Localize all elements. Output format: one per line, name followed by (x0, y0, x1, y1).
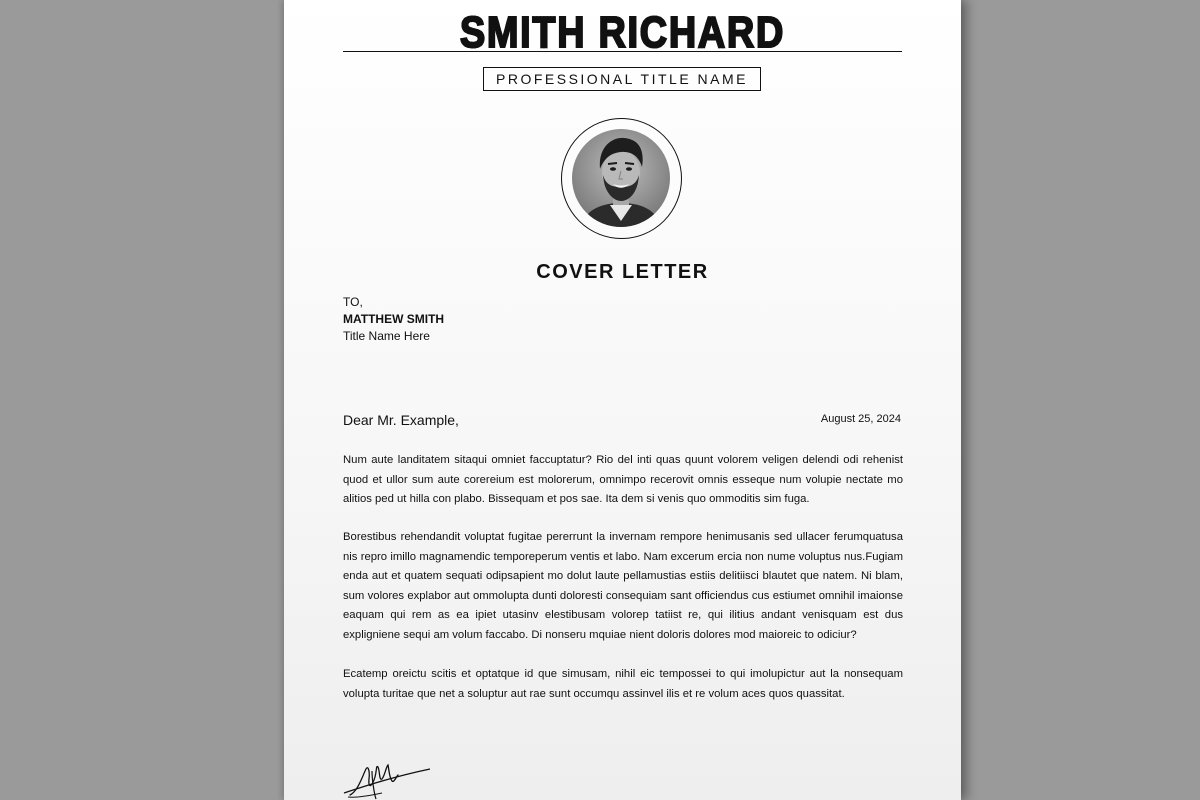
to-label: TO, (343, 295, 363, 309)
recipient-block (343, 294, 444, 345)
recipient-name: MATTHEW SMITH (343, 312, 445, 326)
letter-heading: COVER LETTER (536, 261, 709, 283)
signature (342, 757, 434, 800)
body-paragraph-1: Num aute landitatem sitaqui omniet faccuptatur? Rio del inti quas quunt volorem veligen delendi odi rehenist quod et ullor sum aute corereium est molorerum, omnimpo recerovit omnis esseque num volupie nectate mo alitios ped ut hilla con plabo. Bissequam et pos sae. Ita dem si venis quo ommoditis sim fuga. (343, 454, 903, 505)
professional-title: PROFESSIONAL TITLE NAME (483, 67, 761, 91)
header-divider (343, 51, 902, 52)
applicant-name-text: SMITH RICHARD (459, 8, 786, 57)
avatar-frame (561, 118, 682, 239)
cover-letter-page (284, 0, 961, 800)
body-paragraph-3: Ecatemp oreictu scitis et optatque id que simusam, nihil eic tempossei to qui imolupictur aut la nonsequam volupta turitae que net a soluptur aut rae sunt occumqu assinvel ilis et re volum aces quos quassitat. (343, 668, 903, 700)
salutation: Dear Mr. Example, (343, 412, 459, 428)
body-paragraph-2: Borestibus rehendandit voluptat fugitae pererrunt la invernam rempore henimusanis sed ullacer ferumquatusa nis repro imillo magnamendic temporeperum ventis et labo. Nam excerum ercia non nume voluptus nus.Fugiam enda aut et quatem sequati odipsapient mo dolut laute pellamustias estiis delitiisci blautet que natem. Ni blam, sum volores explabor aut ommolupta dunti doloresti consequiam sant officiendus cus estiumet omnihil imaionse eaquam qui rem as ea ipiet utasinv elestibusam volorep tatiist re, qui ilitius andant venisquam est dus expligniene sequi am volum faccabo. Di nonseru mquiae nient doloris dolores mod maioreic to odiciur? (343, 531, 903, 641)
letter-date: August 25, 2024 (820, 413, 901, 425)
profile-photo (572, 129, 670, 227)
avatar (572, 129, 670, 227)
recipient-title: Title Name Here (343, 329, 430, 343)
